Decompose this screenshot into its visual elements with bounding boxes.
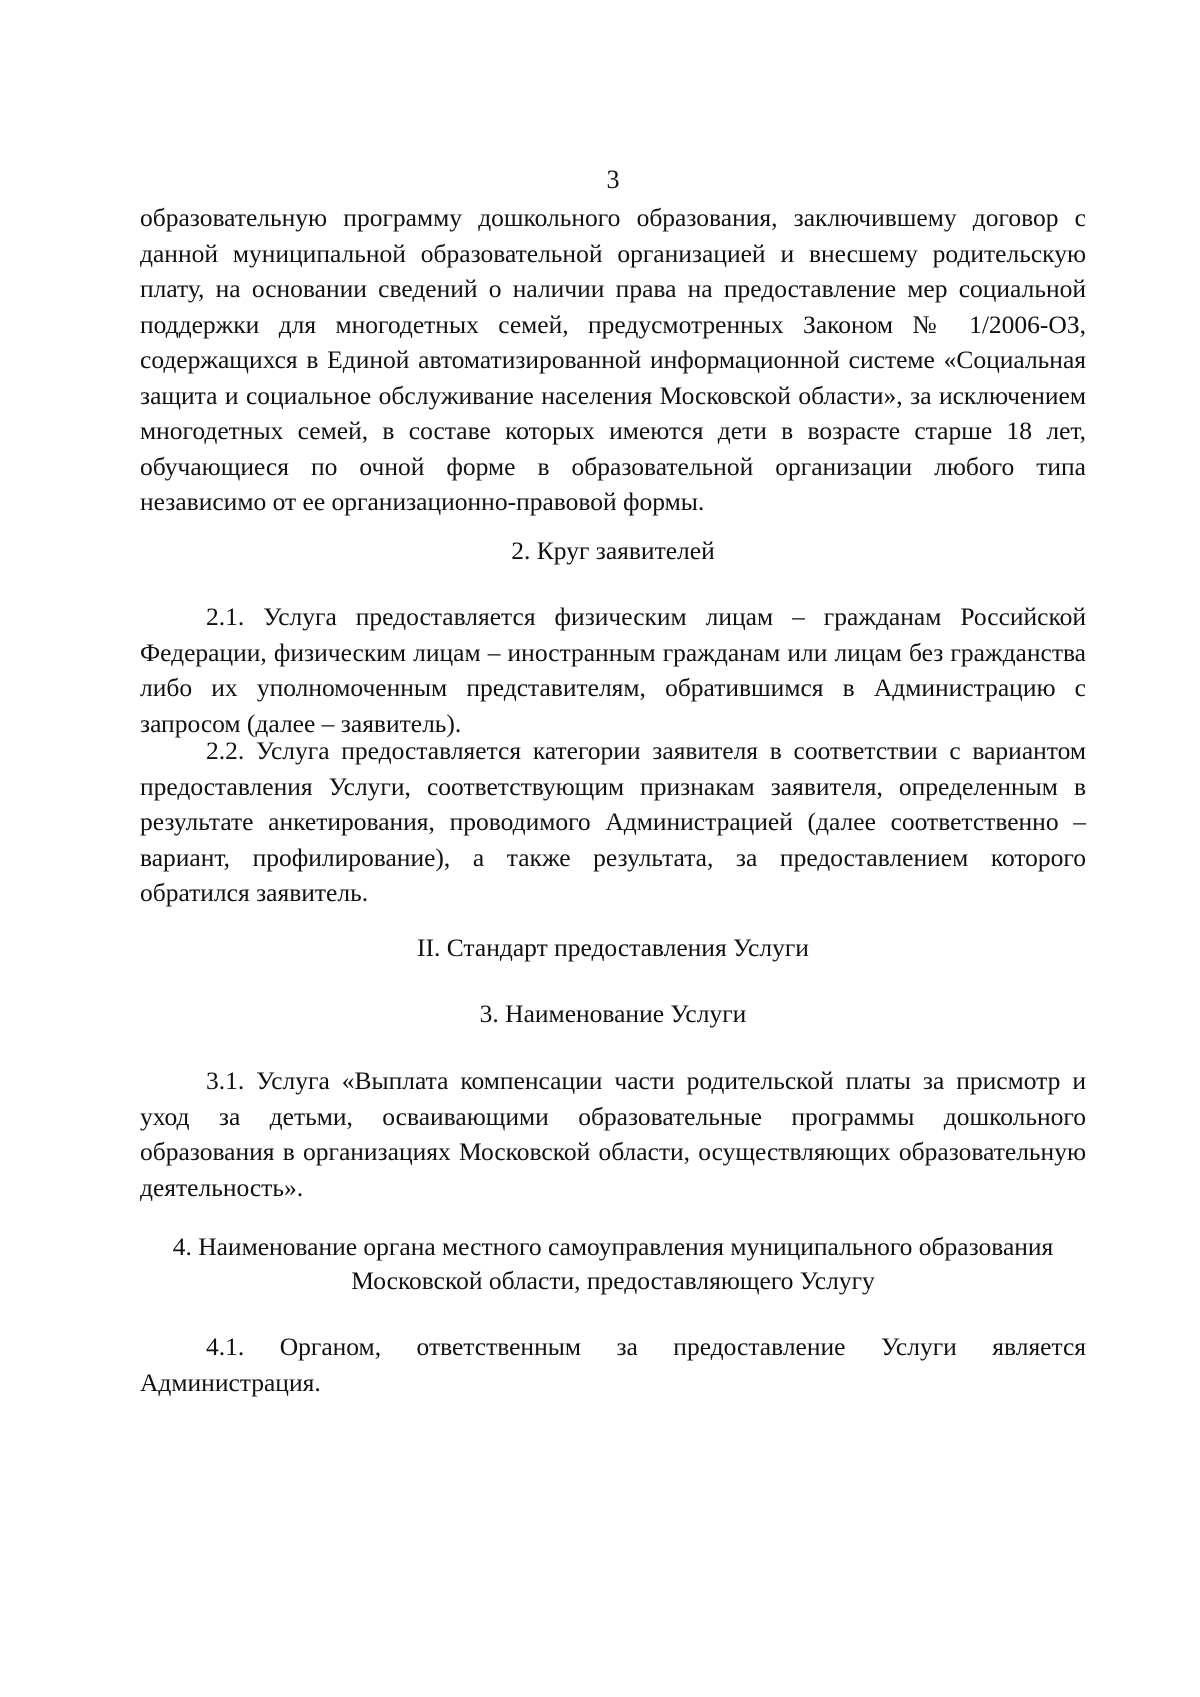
section-4-heading-line-2: Московской области, предоставляющего Услугу xyxy=(351,1266,875,1295)
part-2-heading: II. Стандарт предоставления Услуги xyxy=(417,933,809,962)
paragraph-intro: образовательную программу дошкольного образования, заключившему договор с данной муниципальной образовательной организацией и внесшему родительскую плату, на основании сведений о наличии права на предоставление мер социальной поддержки для многодетных семей, предусмотренных Законом № 1/2006-ОЗ, содержащихся в Единой автоматизированной информационной системе «Социальная защита и социальное обслуживание населения Московской области», за исключением многодетных семей, в составе которых имеются дети в возрасте старше 18 лет, обучающиеся по очной форме в образовательной организации любого типа независимо от ее организационно-правовой формы. xyxy=(140,203,1086,516)
paragraph-3-1: 3.1. Услуга «Выплата компенсации части родительской платы за присмотр и уход за детьми, осваивающими образовательные программы дошкольного образования в организациях Московской области, осуществляющих образовательную деятельность». xyxy=(140,1066,1086,1202)
section-4-heading-line-1: 4. Наименование органа местного самоуправления муниципального образования xyxy=(172,1232,1054,1261)
paragraph-2-2: 2.2. Услуга предоставляется категории заявителя в соответствии с вариантом предоставления Услуги, соответствующим признакам заявителя, определенным в результате анкетирования, проводимого Администрацией (далее соответственно – вариант, профилирование), а также результата, за предоставлением которого обратился заявитель. xyxy=(140,736,1086,907)
page-number: 3 xyxy=(606,165,620,194)
paragraph-2-1: 2.1. Услуга предоставляется физическим лицам – гражданам Российской Федерации, физическим лицам – иностранным гражданам или лицам без гражданства либо их уполномоченным представителям, обратившимся в Администрацию с запросом (далее – заявитель). xyxy=(140,602,1086,738)
paragraph-4-1: 4.1. Органом, ответственным за предоставление Услуги является Администрация. xyxy=(140,1332,1086,1397)
section-2-heading: 2. Круг заявителей xyxy=(511,536,715,565)
section-3-heading: 3. Наименование Услуги xyxy=(479,999,747,1028)
